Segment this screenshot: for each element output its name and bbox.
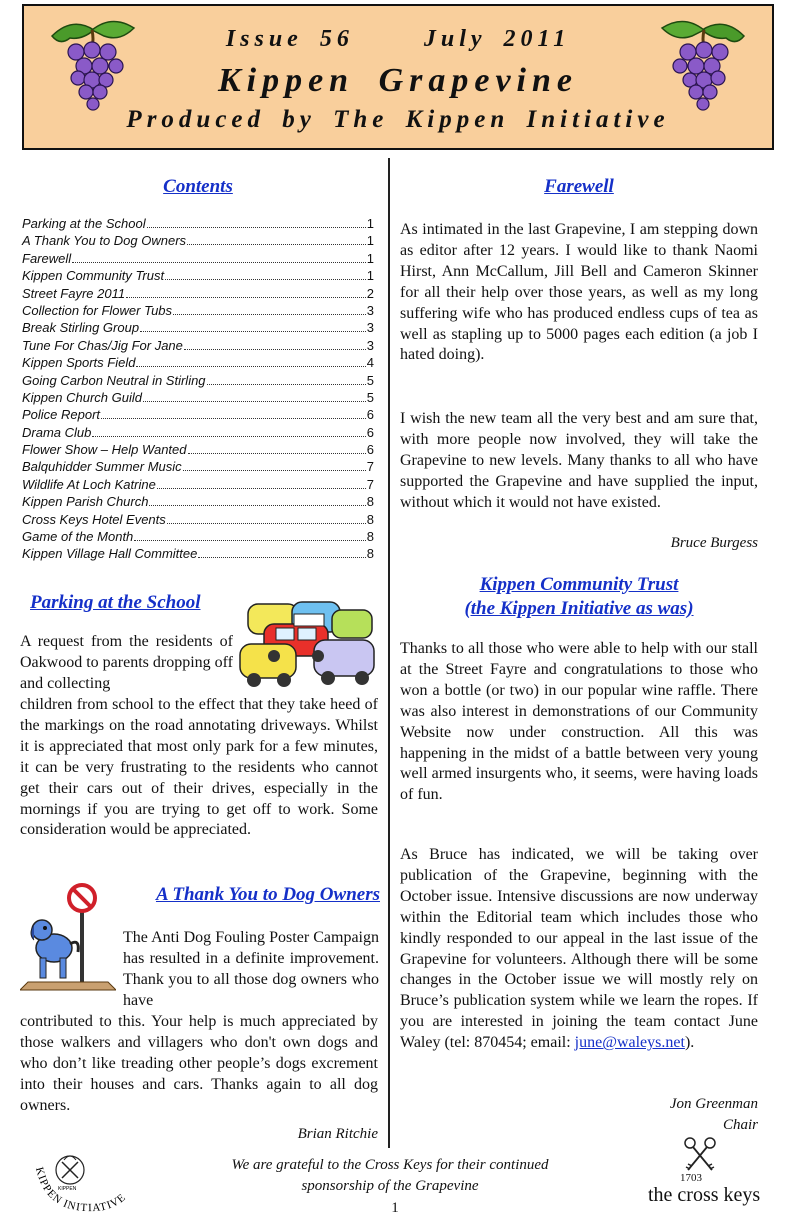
parking-text: children from school to the effect that they take heed of the markings on the road annotating driveways. Whilst it is appreciated that most only park for a few minutes, it can be very frustrating to the residents who cannot get their cars out of their drives, especially in the mornings if you are trying to get off to work. Some consideration would be appreciated.	[20, 696, 378, 839]
contents-item-title: Kippen Village Hall Committee	[22, 546, 198, 562]
contents-leader-dots	[207, 384, 366, 385]
contents-leader-dots	[126, 297, 366, 298]
contents-item-page: 8	[366, 529, 374, 545]
newsletter-title: Kippen Grapevine	[217, 62, 579, 99]
contents-heading: Contents	[163, 176, 233, 197]
cross-keys-year: 1703	[680, 1172, 702, 1184]
farewell-signature: Bruce Burgess	[670, 535, 758, 551]
contents-leader-dots	[187, 244, 366, 245]
contents-item-title: Farewell	[22, 250, 72, 266]
contents-item	[22, 477, 374, 494]
table-of-contents	[22, 216, 374, 564]
crossed-keys-icon	[680, 1136, 720, 1172]
contents-item	[22, 303, 374, 320]
email-link[interactable]: june@waleys.net	[574, 1034, 685, 1052]
contents-item	[22, 442, 374, 459]
svg-text:KIPPEN: KIPPEN	[58, 1186, 77, 1192]
contents-item-page: 8	[366, 511, 374, 527]
parking-heading: Parking at the School	[30, 592, 201, 613]
kippen-initiative-logo	[24, 1148, 134, 1224]
traffic-jam-cars-icon	[236, 596, 382, 692]
contents-item-title: Balquhidder Summer Music	[22, 459, 182, 475]
contents-item-page: 3	[366, 320, 374, 336]
trust-paragraph-2-text: As Bruce has indicated, we will be taking over publication of the Grapevine, beginning with the October issue. Intensive discussions are now underway within the Editorial team which includes those who kindly responded to our appeal in the last issue of the Grapevine for volunteers. Although there will be some changes in the October issue we will mostly rely on Bruce’s publication system while we learn the ropes. If you are interested in joining the team contact June Waley (tel: 870454; email:	[400, 846, 758, 1052]
contents-leader-dots	[143, 401, 366, 402]
contents-item-title: Parking at the School	[22, 216, 146, 231]
contents-leader-dots	[136, 366, 365, 367]
contents-item-page: 1	[366, 216, 374, 231]
dog-owners-text: contributed to this. Your help is much appreciated by those walkers and villagers who don't own dogs and who don’t like treading other people’s dogs excrement into their houses and cars. Thanks again to all dog owners.	[20, 1013, 378, 1114]
trust-signature-role: Chair	[722, 1117, 758, 1133]
contents-item	[22, 459, 374, 476]
contents-leader-dots	[198, 557, 365, 558]
issue-number: Issue 56	[225, 26, 354, 52]
dog-fouling-sign-icon	[20, 882, 116, 992]
contents-item-page: 7	[366, 476, 374, 492]
trust-paragraph-1: Thanks to all those who were able to help with our stall at the Street Fayre and congratulations to those who won a bottle (or two) in our popular wine raffle. There was also interest in demonstrations of our Community Website now under construction. All this was happening in the midst of a battle between very young well armed insurgents who, it seems, were having loads of fun.	[400, 640, 758, 804]
contents-item-title: Break Stirling Group	[22, 320, 140, 336]
contents-leader-dots	[140, 331, 366, 332]
column-divider	[388, 158, 390, 1148]
contents-item	[22, 216, 374, 233]
contents-item-page: 8	[366, 494, 374, 510]
contents-leader-dots	[101, 418, 366, 419]
contents-item-page: 6	[366, 442, 374, 458]
contents-item	[22, 546, 374, 563]
contents-item	[22, 407, 374, 424]
trust-paragraph-2-end: ).	[684, 1034, 695, 1052]
parking-text-narrow: A request from the residents of Oakwood to parents dropping off and collecting	[20, 633, 233, 692]
contents-leader-dots	[149, 505, 365, 506]
contents-leader-dots	[188, 453, 366, 454]
contents-item-page: 2	[366, 285, 374, 301]
contents-item-page: 1	[366, 268, 374, 284]
contents-item	[22, 233, 374, 250]
cross-keys-name: the cross keys	[648, 1184, 761, 1206]
contents-item-page: 6	[366, 407, 374, 423]
page-number: 1	[391, 1200, 399, 1216]
contents-item-title: Drama Club	[22, 424, 92, 440]
contents-item	[22, 320, 374, 337]
masthead-banner	[22, 4, 774, 150]
contents-item	[22, 494, 374, 511]
contents-item-page: 5	[366, 389, 374, 405]
contents-item-page: 8	[366, 546, 374, 562]
dog-owners-signature: Brian Ritchie	[297, 1126, 378, 1142]
contents-item-title: Game of the Month	[22, 529, 134, 545]
contents-item-title: Flower Show – Help Wanted	[22, 442, 187, 458]
farewell-paragraph-1: As intimated in the last Grapevine, I am stepping down as editor after 12 years. I would like to thank Naomi Hirst, Ann McCallum, Jill Bell and Cameron Skinner for all their help over those years, as well as my long suffering wife who has produced endless cups of tea as well as stapling up to 5000 pages each edition (a job I hated doing).	[400, 221, 758, 364]
trust-signature: Jon Greenman	[669, 1096, 758, 1112]
trust-subheading: (the Kippen Initiative as was)	[464, 598, 694, 619]
newsletter-subtitle: Produced by The Kippen Initiative	[126, 106, 670, 133]
contents-item-page: 7	[366, 459, 374, 475]
contents-item	[22, 425, 374, 442]
contents-item-page: 4	[366, 355, 374, 371]
contents-leader-dots	[147, 227, 366, 228]
trust-heading: Kippen Community Trust	[479, 574, 679, 595]
contents-item	[22, 512, 374, 529]
contents-item-page: 3	[366, 302, 374, 318]
contents-item-title: A Thank You to Dog Owners	[22, 233, 187, 249]
contents-item-page: 1	[366, 233, 374, 249]
farewell-paragraph-2: I wish the new team all the very best and am sure that, with more people now involved, they will take the Grapevine to new levels. Many thanks to all who have supported the Grapevine and have supplied the input, without which it would not have existed.	[400, 410, 758, 511]
dog-owners-text-narrow: The Anti Dog Fouling Poster Campaign has resulted in a definite improvement. Thank you to all those dog owners who have	[123, 929, 379, 1009]
contents-item-title: Street Fayre 2011	[22, 285, 126, 301]
trust-paragraph-2	[400, 845, 758, 1054]
contents-item-title: Tune For Chas/Jig For Jane	[22, 337, 183, 353]
contents-item-title: Collection for Flower Tubs	[22, 302, 173, 318]
contents-item-title: Cross Keys Hotel Events	[22, 511, 166, 527]
contents-item-page: 1	[366, 250, 374, 266]
contents-leader-dots	[92, 436, 365, 437]
contents-item-title: Kippen Community Trust	[22, 268, 165, 284]
contents-leader-dots	[184, 349, 366, 350]
sponsor-note-line-2: sponsorship of the Grapevine	[301, 1178, 479, 1194]
issue-date: July 2011	[423, 26, 571, 52]
contents-item-title: Police Report	[22, 407, 101, 423]
contents-item	[22, 268, 374, 285]
issue-line	[24, 26, 772, 53]
contents-item-title: Wildlife At Loch Katrine	[22, 476, 156, 492]
contents-leader-dots	[134, 540, 365, 541]
contents-item	[22, 390, 374, 407]
contents-item-title: Kippen Parish Church	[22, 494, 149, 510]
contents-leader-dots	[173, 314, 366, 315]
svg-text:KIPPEN INITIATIVE: KIPPEN INITIATIVE	[33, 1165, 129, 1215]
contents-leader-dots	[165, 279, 366, 280]
contents-item	[22, 251, 374, 268]
contents-leader-dots	[183, 470, 366, 471]
contents-leader-dots	[167, 523, 366, 524]
contents-item-title: Kippen Church Guild	[22, 389, 142, 405]
contents-item-page: 5	[366, 372, 374, 388]
contents-item	[22, 338, 374, 355]
contents-leader-dots	[72, 262, 366, 263]
contents-item-page: 6	[366, 424, 374, 440]
contents-item	[22, 373, 374, 390]
farewell-heading: Farewell	[544, 176, 614, 197]
contents-item	[22, 529, 374, 546]
cross-keys-logo	[640, 1136, 768, 1222]
contents-item-page: 3	[366, 337, 374, 353]
contents-item-title: Kippen Sports Field	[22, 355, 136, 371]
contents-item	[22, 355, 374, 372]
sponsor-note-line-1: We are grateful to the Cross Keys for their continued	[231, 1157, 549, 1173]
contents-item-title: Going Carbon Neutral in Stirling	[22, 372, 206, 388]
dog-owners-heading: A Thank You to Dog Owners	[155, 884, 380, 905]
contents-leader-dots	[157, 488, 366, 489]
contents-item	[22, 286, 374, 303]
